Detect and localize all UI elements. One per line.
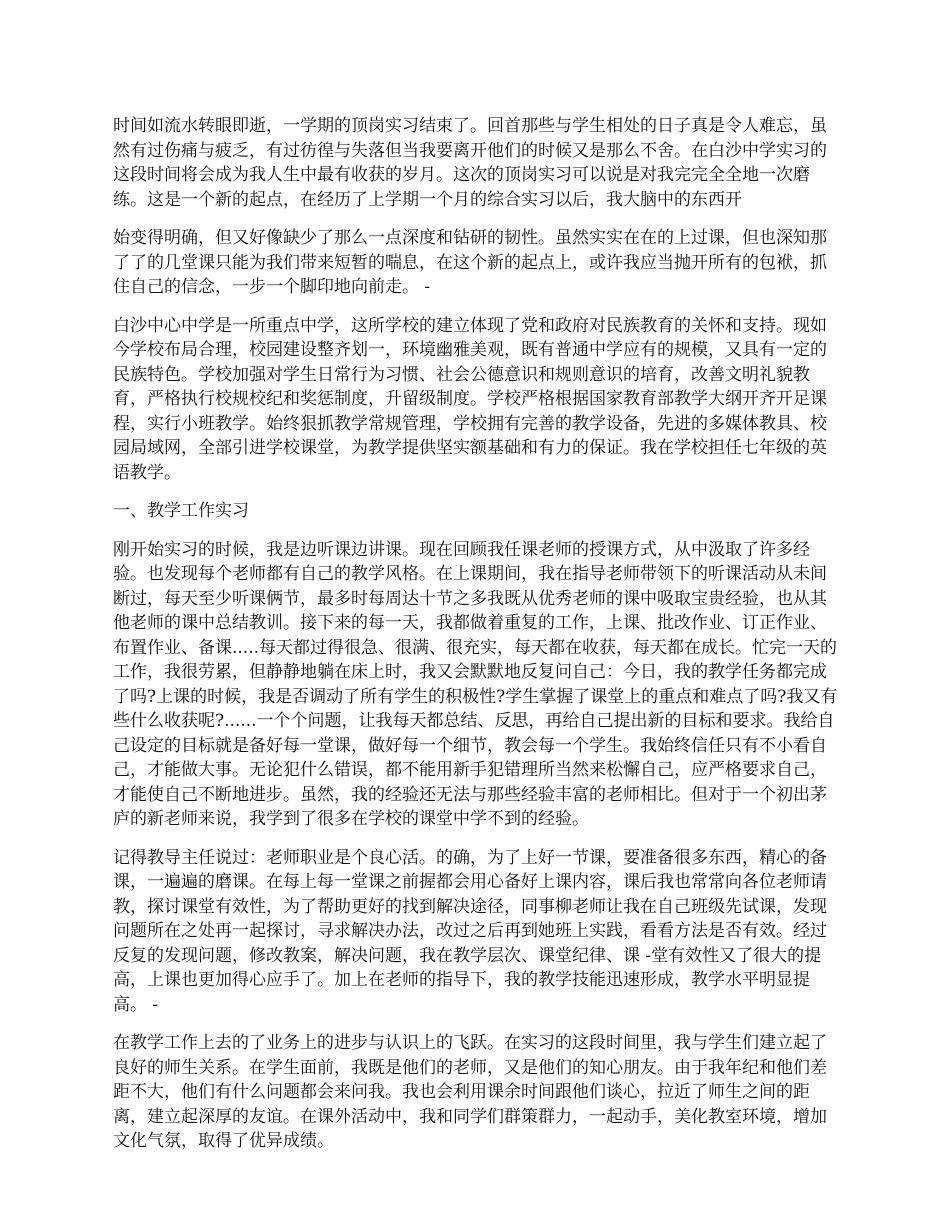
paragraph-intro: 时间如流水转眼即逝，一学期的顶岗实习结束了。回首那些与学生相处的日子真是令人难忘，虽然有过伤痛与疲乏，有过彷徨与失落但当我要离开他们的时候又是那么不舍。在白沙中学实习的这段时间将会成为我人生中最有收获的岁月。这次的顶岗实习可以说是对我完完全全地一次磨练。这是一个新的起点，在经历了上学期一个月的综合实习以后，我大脑中的东西开 (113, 116, 827, 210)
paragraph-school-description: 白沙中心中学是一所重点中学，这所学校的建立体现了党和政府对民族教育的关怀和支持。现如今学校布局合理，校园建设整齐划一，环境幽雅美观，既有普通中学应有的规模，又具有一定的民族特色。学校加强对学生日常行为习惯、社会公德意识和规则意识的培育，改善文明礼貌教育，严格执行校规校纪和奖惩制度，升留级制度。学校严格根据国家教育部教学大纲开齐开足课程，实行小班教学。始终狠抓教学常规管理，学校拥有完善的教学设备，先进的多媒体教具、校园局域网，全部引进学校课堂，为教学提供坚实额基础和有力的保证。我在学校担任七年级的英语教学。 (113, 315, 827, 483)
section-heading-teaching-practice: 一、教学工作实习 (113, 501, 249, 521)
paragraph-teacher-student-relations: 在教学工作上去的了业务上的进步与认识上的飞跃。在实习的这段时间里，我与学生们建立起了良好的师生关系。在学生面前，我既是他们的老师，又是他们的知心朋友。由于我年纪和他们差距不大，他们有什么问题都会来问我。我也会利用课余时间跟他们谈心，拉近了师生之间的距离，建立起深厚的友谊。在课外活动中，我和同学们群策群力，一起动手，美化教室环境，增加文化气氛，取得了优异成绩。 (113, 1033, 827, 1151)
document-page (113, 114, 843, 1168)
paragraph-teaching-experience: 刚开始实习的时候，我是边听课边讲课。现在回顾我任课老师的授课方式，从中汲取了许多经验。也发现每个老师都有自己的教学风格。在上课期间，我在指导老师带领下的听课活动从未间断过，每天至少听课俩节，最多时每周达十节之多我既从优秀老师的课中吸取宝贵经验，也从其他老师的课中总结教训。接下来的每一天，我都做着重复的工作，上课、批改作业、订正作业、布置作业、备课.....每天都过得很急、很满、很充实，每天都在收获，每天都在成长。忙完一天的工作，我很劳累，但静静地躺在床上时，我又会默默地反复问自己：今日，我的教学任务都完成了吗?上课的时候，我是否调动了所有学生的积极性?学生掌握了课堂上的重点和难点了吗?我又有些什么收获呢?......一个个问题，让我每天都总结、反思，再给自己提出新的目标和要求。我给自己设定的目标就是备好每一堂课，做好每一个细节，教会每一个学生。我始终信任只有不小看自己，才能做大事。无论犯什么错误，都不能用新手犯错理所当然来松懈自己，应严格要求自己，才能使自己不断地进步。虽然，我的经验还无法与那些经验丰富的老师相比。但对于一个初出茅庐的新老师来说，我学到了很多在学校的课堂中学不到的经验。 (113, 539, 838, 829)
paragraph-intro-continued: 始变得明确，但又好像缺少了那么一点深度和钻研的韧性。虽然实实在在的上过课，但也深知那了了的几堂课只能为我们带来短暂的喘息，在这个新的起点上，或许我应当抛开所有的包袱，抓住自己的信念，一步一个脚印地向前走。 - (113, 228, 827, 297)
paragraph-lesson-preparation: 记得教导主任说过：老师职业是个良心活。的确，为了上好一节课，要准备很多东西，精心的备课，一遍遍的磨课。在每上每一堂课之前握都会用心备好上课内容，课后我也常常向各位老师请教，探讨课堂有效性，为了帮助更好的找到解决途径，同事柳老师让我在自己班级先试课，发现问题所在之处再一起探讨，寻求解决办法，改过之后再到她班上实践，看看方法是否有效。经过反复的发现问题，修改教案，解决问题，我在教学层次、课堂纪律、课 -堂有效性又了很大的提高，上课也更加得心应手了。加上在老师的指导下，我的教学技能迅速形成，教学水平明显提高。 - (113, 847, 827, 1015)
